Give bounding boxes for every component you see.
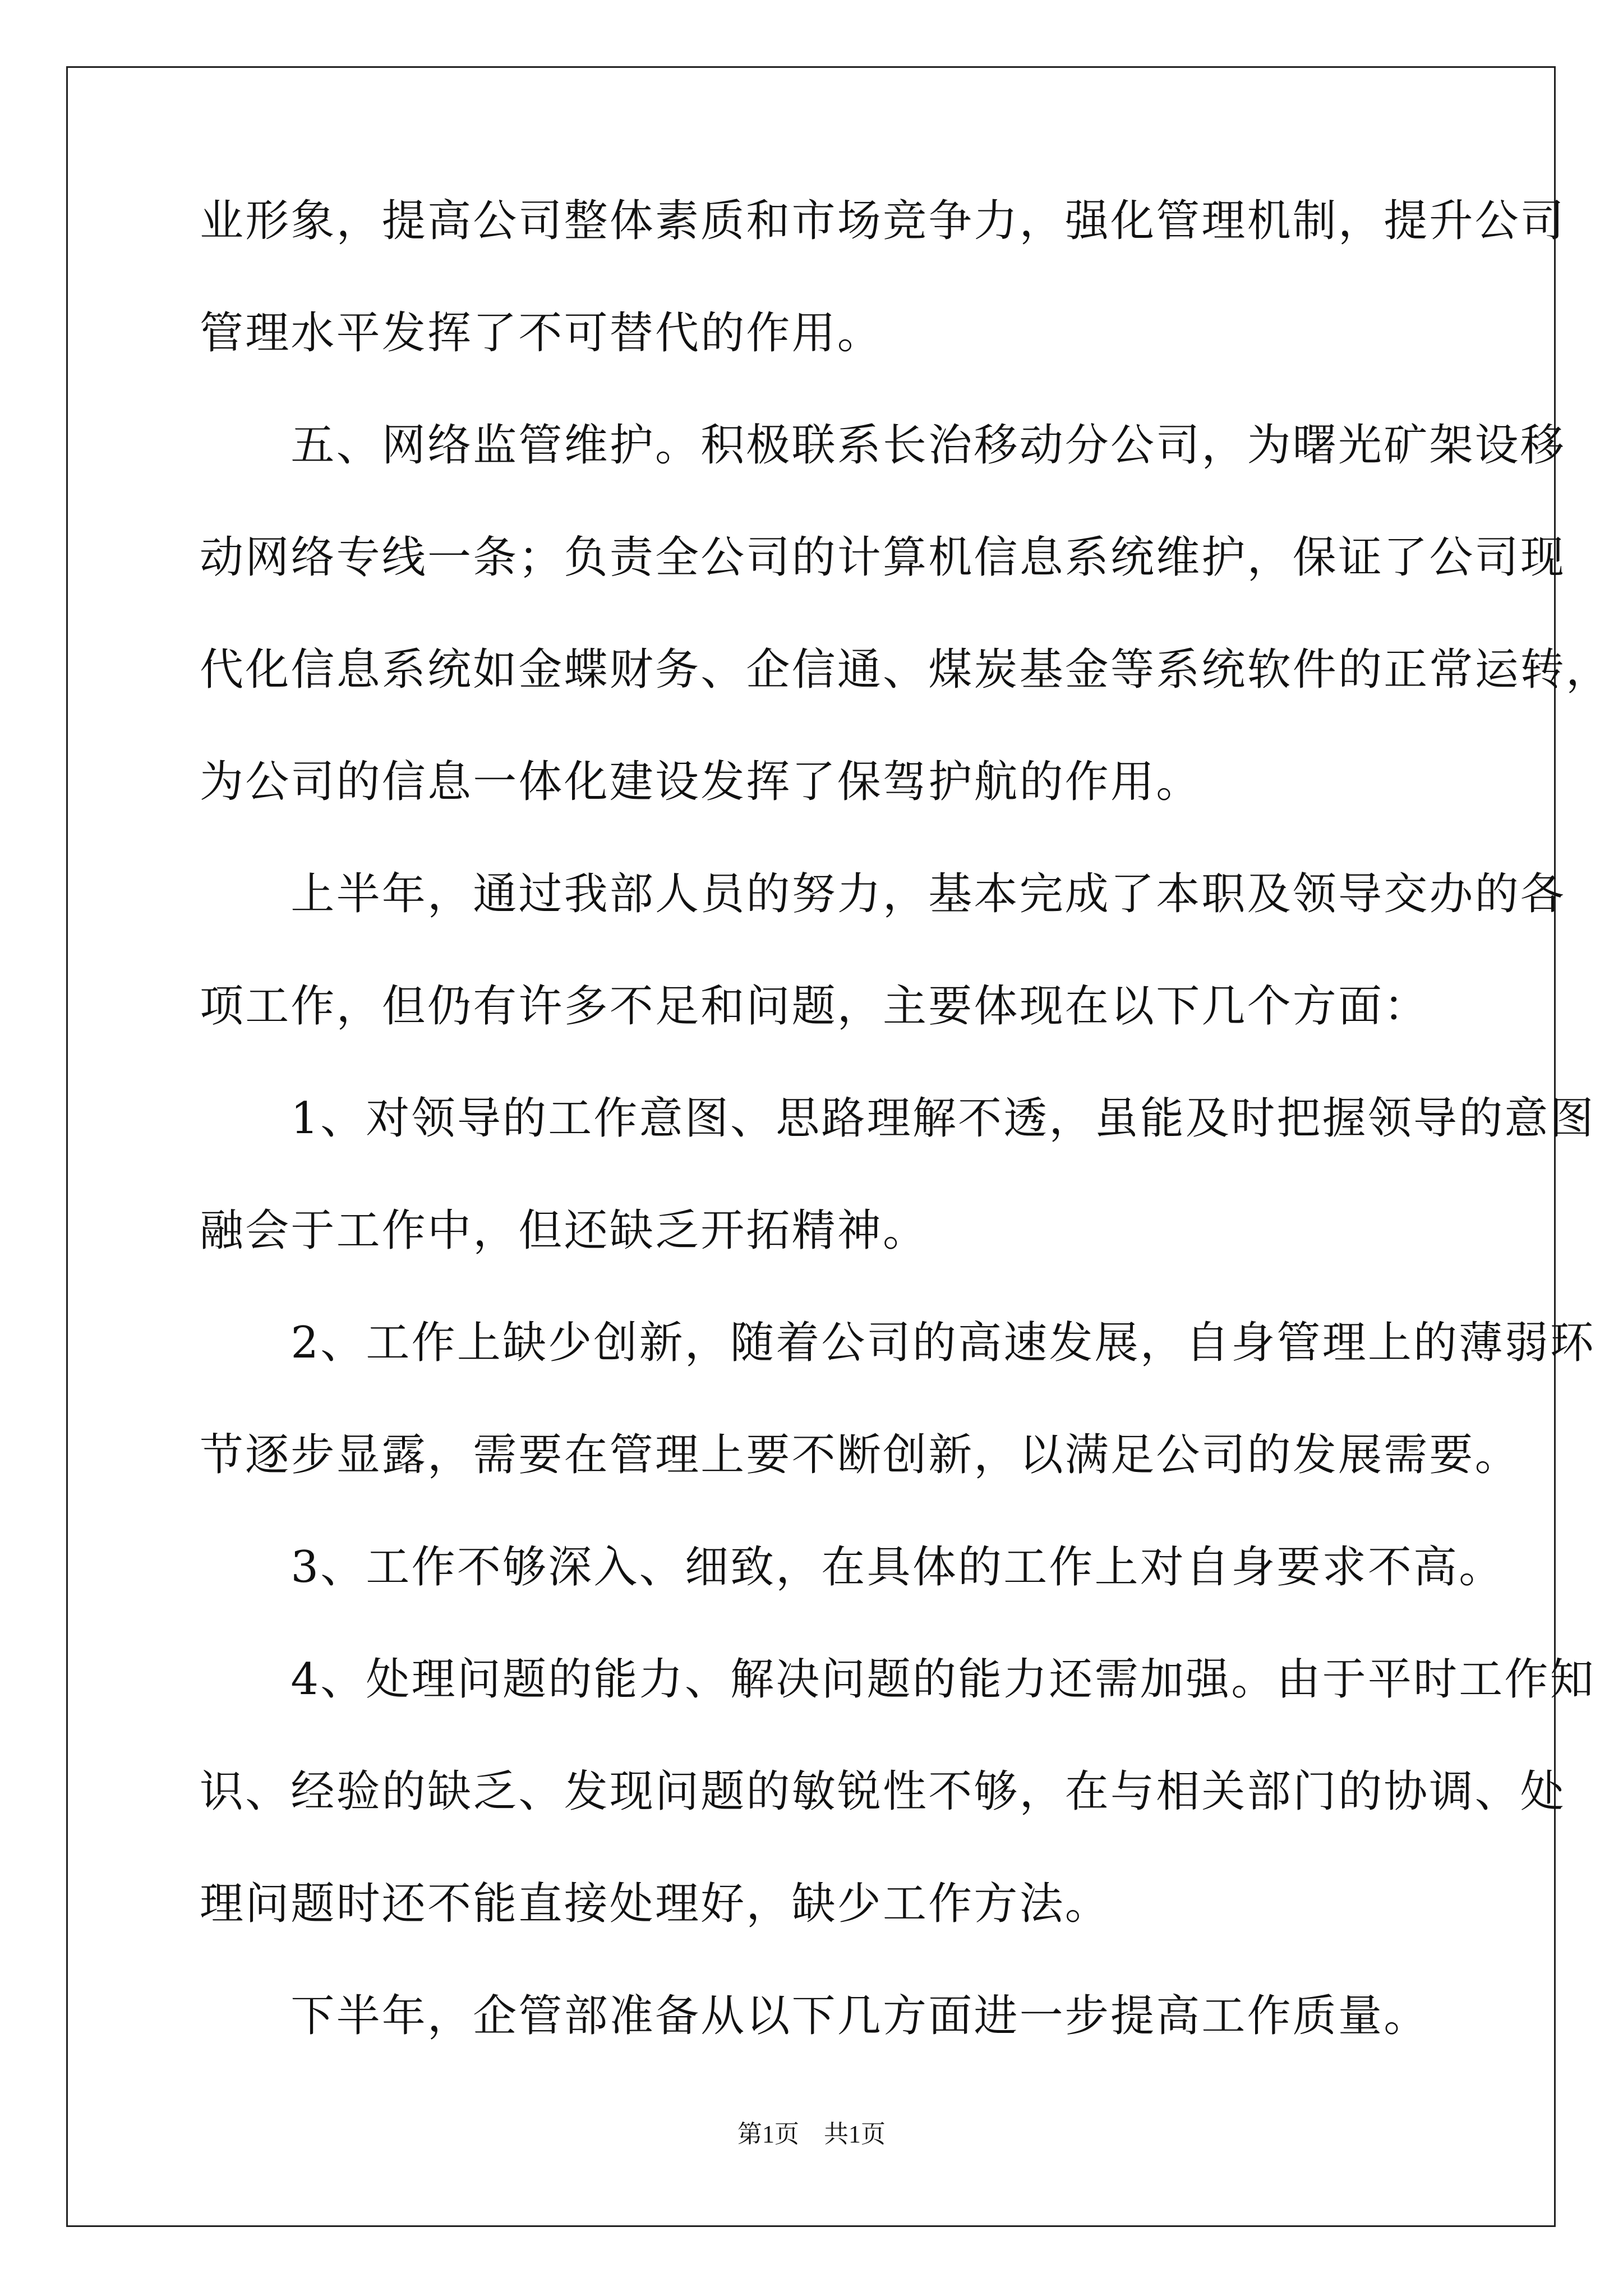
text-line: 识、经验的缺乏、发现问题的敏锐性不够，在与相关部门的协调、处 <box>200 1766 1566 1817</box>
text-line: 代化信息系统如金蝶财务、企信通、煤炭基金等系统软件的正常运转， <box>200 645 1612 695</box>
text-line: 业形象，提高公司整体素质和市场竞争力，强化管理机制，提升公司 <box>200 196 1566 246</box>
text-line: 为公司的信息一体化建设发挥了保驾护航的作用。 <box>200 757 1202 807</box>
text-line: 3、工作不够深入、细致，在具体的工作上对自身要求不高。 <box>200 1542 1505 1593</box>
text-line: 理问题时还不能直接处理好，缺少工作方法。 <box>200 1879 1111 1929</box>
text-line: 4、处理问题的能力、解决问题的能力还需加强。由于平时工作知 <box>200 1654 1596 1705</box>
text-line: 节逐步显露，需要在管理上要不断创新，以满足公司的发展需要。 <box>200 1430 1520 1480</box>
page-footer: 第1页 共1页 <box>737 2120 886 2148</box>
text-line: 项工作，但仍有许多不足和问题，主要体现在以下几个方面： <box>200 981 1430 1032</box>
text-line: 五、网络监管维护。积极联系长治移动分公司，为曙光矿架设移 <box>200 420 1566 471</box>
text-line: 1、对领导的工作意图、思路理解不透，虽能及时把握领导的意图 <box>200 1093 1596 1144</box>
text-line: 上半年，通过我部人员的努力，基本完成了本职及领导交办的各 <box>200 869 1566 919</box>
text-line: 2、工作上缺少创新，随着公司的高速发展，自身管理上的薄弱环 <box>200 1318 1596 1368</box>
text-line: 管理水平发挥了不可替代的作用。 <box>200 308 883 358</box>
text-line: 融会于工作中，但还缺乏开拓精神。 <box>200 1205 929 1256</box>
text-line: 动网络专线一条；负责全公司的计算机信息系统维护，保证了公司现 <box>200 532 1566 583</box>
text-line: 下半年，企管部准备从以下几方面进一步提高工作质量。 <box>200 1991 1430 2041</box>
